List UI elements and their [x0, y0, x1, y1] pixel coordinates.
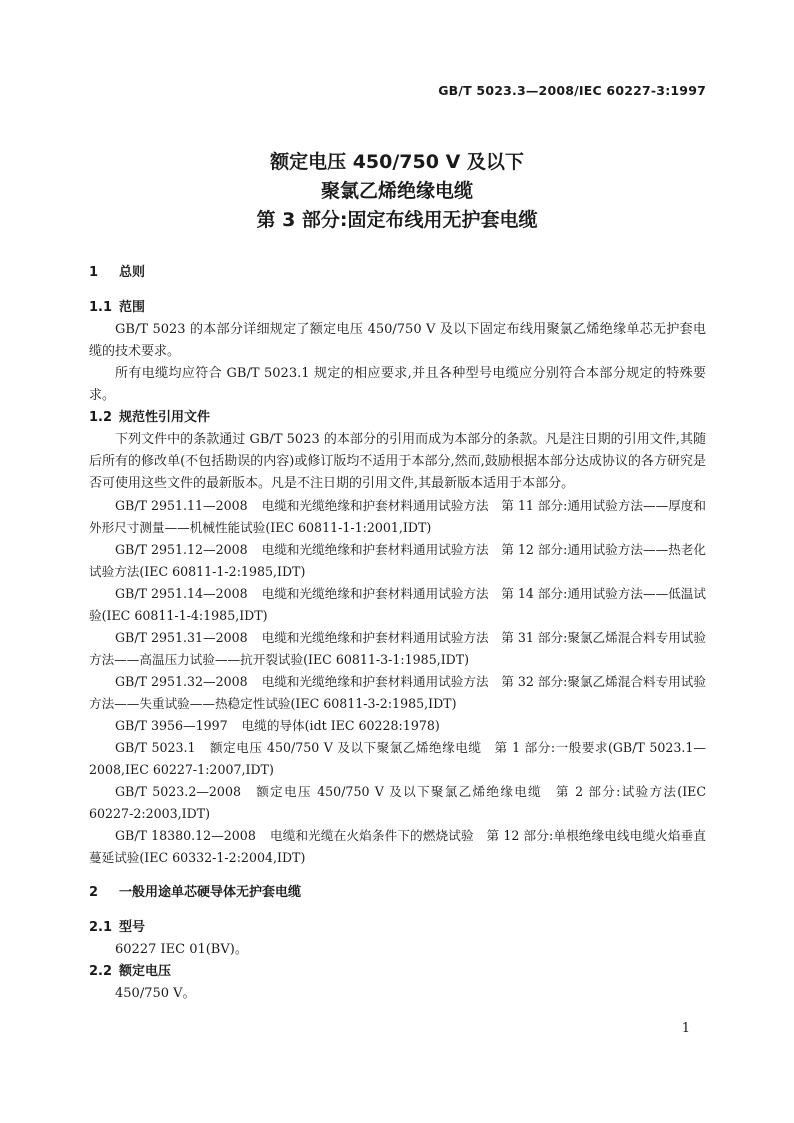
reference-code: GB/T 5023.2—2008	[115, 784, 241, 799]
reference-item	[89, 627, 706, 671]
reference-code: GB/T 18380.12—2008	[115, 828, 256, 843]
section-title: 一般用途单芯硬导体无护套电缆	[119, 885, 302, 900]
page-number: 1	[681, 1021, 690, 1036]
section-title: 额定电压	[119, 964, 172, 979]
type-designation: 60227 IEC 01(BV)。	[115, 942, 248, 957]
reference-title: 额定电压 450/750 V 及以下聚氯乙烯绝缘电缆 第 1 部分:一般要求(GB/T 5023.1—2008,IEC 60227-1:2007,IDT)	[89, 740, 706, 777]
section-number: 2	[89, 885, 99, 900]
reference-item	[89, 737, 706, 781]
reference-item	[89, 781, 706, 825]
section-2-heading	[89, 882, 706, 904]
reference-title: 电缆和光缆绝缘和护套材料通用试验方法 第 31 部分:聚氯乙烯混合料专用试验方法——高温压力试验——抗开裂试验(IEC 60811-3-1:1985,IDT)	[89, 630, 706, 667]
document-body	[89, 262, 706, 1005]
section-number: 1.1	[89, 300, 113, 315]
reference-code: GB/T 2951.12—2008	[115, 542, 248, 557]
reference-code: GB/T 5023.1	[115, 740, 196, 755]
section-title: 范围	[119, 300, 146, 315]
document-title	[0, 148, 794, 235]
title-line-2: 聚氯乙烯绝缘电缆	[320, 180, 473, 202]
reference-title: 电缆和光缆绝缘和护套材料通用试验方法 第 12 部分:通用试验方法——热老化试验方法(IEC 60811-1-2:1985,IDT)	[89, 542, 706, 579]
reference-item	[89, 825, 706, 869]
reference-item	[89, 671, 706, 715]
reference-code: GB/T 2951.11—2008	[115, 498, 248, 513]
reference-item	[89, 539, 706, 583]
reference-code: GB/T 2951.31—2008	[115, 630, 248, 645]
reference-item	[89, 715, 706, 737]
reference-code: GB/T 2951.32—2008	[115, 674, 248, 689]
section-number: 1.2	[89, 410, 113, 425]
reference-code: GB/T 3956—1997	[115, 718, 228, 733]
section-title: 规范性引用文件	[119, 410, 211, 425]
reference-item	[89, 583, 706, 627]
section-1-heading	[89, 262, 706, 284]
title-line-3: 第 3 部分:固定布线用无护套电缆	[256, 209, 538, 231]
scope-paragraph-1: GB/T 5023 的本部分详细规定了额定电压 450/750 V 及以下固定布线用聚氯乙烯绝缘单芯无护套电缆的技术要求。	[89, 322, 706, 359]
reference-title: 电缆和光缆绝缘和护套材料通用试验方法 第 14 部分:通用试验方法——低温试验(IEC 60811-1-4:1985,IDT)	[89, 586, 706, 623]
section-1-1-heading	[89, 297, 706, 319]
scope-paragraph-2: 所有电缆均应符合 GB/T 5023.1 规定的相应要求,并且各种型号电缆应分别符合本部分规定的特殊要求。	[89, 366, 706, 403]
section-1-2-heading	[89, 407, 706, 429]
section-number: 1	[89, 265, 99, 280]
section-number: 2.1	[89, 920, 113, 935]
rated-voltage-value: 450/750 V。	[115, 986, 196, 1001]
standard-code-header: GB/T 5023.3—2008/IEC 60227-3:1997	[438, 83, 706, 98]
section-2-1-heading	[89, 917, 706, 939]
reference-item	[89, 495, 706, 539]
section-2-2-heading	[89, 961, 706, 983]
reference-title: 电缆的导体(idt IEC 60228:1978)	[241, 718, 440, 733]
reference-title: 电缆和光缆绝缘和护套材料通用试验方法 第 32 部分:聚氯乙烯混合料专用试验方法——失重试验——热稳定性试验(IEC 60811-3-2:1985,IDT)	[89, 674, 706, 711]
section-number: 2.2	[89, 964, 113, 979]
reference-title: 额定电压 450/750 V 及以下聚氯乙烯绝缘电缆 第 2 部分:试验方法(IEC 60227-2:2003,IDT)	[89, 784, 707, 821]
section-title: 总则	[119, 265, 146, 280]
references-intro: 下列文件中的条款通过 GB/T 5023 的本部分的引用而成为本部分的条款。凡是注日期的引用文件,其随后所有的修改单(不包括勘误的内容)或修订版均不适用于本部分,然而,鼓励根据本部分达成协议的各方研究是否可使用这些文件的最新版本。凡是不注日期的引用文件,其最新版本适用于本部分。	[89, 432, 706, 491]
reference-title: 电缆和光缆绝缘和护套材料通用试验方法 第 11 部分:通用试验方法——厚度和外形尺寸测量——机械性能试验(IEC 60811-1-1:2001,IDT)	[89, 498, 706, 535]
reference-title: 电缆和光缆在火焰条件下的燃烧试验 第 12 部分:单根绝缘电线电缆火焰垂直蔓延试验(IEC 60332-1-2:2004,IDT)	[89, 828, 706, 865]
section-title: 型号	[119, 920, 146, 935]
title-line-1: 额定电压 450/750 V 及以下	[270, 151, 524, 173]
reference-code: GB/T 2951.14—2008	[115, 586, 248, 601]
